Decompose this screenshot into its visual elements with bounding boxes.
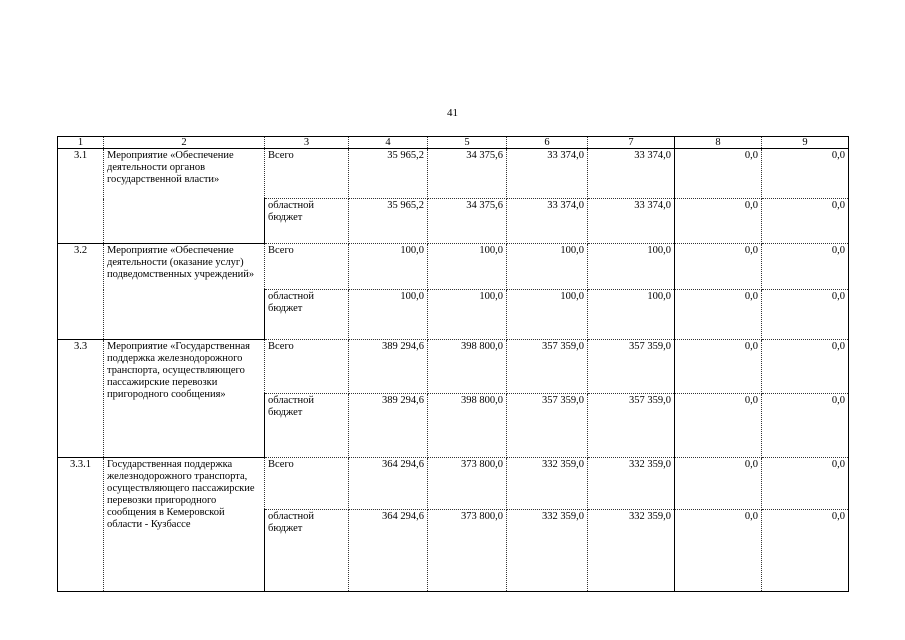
value-cell: 332 359,0 [588, 458, 675, 510]
value-cell: 0,0 [762, 244, 849, 290]
column-header: 1 [58, 137, 104, 149]
value-cell: 0,0 [675, 244, 762, 290]
value-cell: 0,0 [675, 458, 762, 510]
value-cell: 34 375,6 [428, 199, 507, 244]
table-row [58, 458, 849, 510]
column-header: 2 [104, 137, 265, 149]
value-cell: 332 359,0 [588, 510, 675, 592]
value-cell: 100,0 [507, 244, 588, 290]
value-cell: 357 359,0 [507, 394, 588, 458]
value-cell: 357 359,0 [588, 340, 675, 394]
funding-source: областной бюджет [265, 290, 349, 340]
table-row [58, 149, 849, 199]
item-code: 3.2 [58, 244, 104, 340]
value-cell: 35 965,2 [349, 199, 428, 244]
funding-source: областной бюджет [265, 394, 349, 458]
value-cell: 33 374,0 [507, 199, 588, 244]
value-cell: 373 800,0 [428, 458, 507, 510]
item-name: Мероприятие «Государственная поддержка железнодорожного транспорта, осуществляющего пассажирские перевозки пригородного сообщения» [104, 340, 265, 458]
value-cell: 398 800,0 [428, 340, 507, 394]
value-cell: 364 294,6 [349, 510, 428, 592]
item-code: 3.3.1 [58, 458, 104, 592]
value-cell: 34 375,6 [428, 149, 507, 199]
value-cell: 398 800,0 [428, 394, 507, 458]
value-cell: 332 359,0 [507, 510, 588, 592]
column-header: 9 [762, 137, 849, 149]
value-cell: 0,0 [675, 394, 762, 458]
value-cell: 0,0 [675, 510, 762, 592]
column-header: 4 [349, 137, 428, 149]
value-cell: 0,0 [762, 458, 849, 510]
item-name: Государственная поддержка железнодорожного транспорта, осуществляющего пассажирские перевозки пригородного сообщения в Кемеровской области - Кузбассе [104, 458, 265, 592]
value-cell: 100,0 [428, 244, 507, 290]
value-cell: 0,0 [762, 340, 849, 394]
value-cell: 0,0 [675, 290, 762, 340]
funding-source: областной бюджет [265, 199, 349, 244]
value-cell: 100,0 [428, 290, 507, 340]
value-cell: 332 359,0 [507, 458, 588, 510]
value-cell: 0,0 [675, 340, 762, 394]
value-cell: 35 965,2 [349, 149, 428, 199]
funding-source: Всего [265, 149, 349, 199]
item-code: 3.1 [58, 149, 104, 244]
budget-table [57, 136, 849, 592]
value-cell: 100,0 [588, 290, 675, 340]
value-cell: 357 359,0 [507, 340, 588, 394]
column-header: 5 [428, 137, 507, 149]
funding-source: областной бюджет [265, 510, 349, 592]
value-cell: 0,0 [762, 290, 849, 340]
value-cell: 100,0 [349, 244, 428, 290]
value-cell: 33 374,0 [588, 149, 675, 199]
value-cell: 100,0 [507, 290, 588, 340]
value-cell: 389 294,6 [349, 340, 428, 394]
funding-source: Всего [265, 244, 349, 290]
value-cell: 389 294,6 [349, 394, 428, 458]
value-cell: 0,0 [675, 149, 762, 199]
item-name: Мероприятие «Обеспечение деятельности органов государственной власти» [104, 149, 265, 244]
funding-source: Всего [265, 458, 349, 510]
value-cell: 100,0 [349, 290, 428, 340]
value-cell: 0,0 [762, 394, 849, 458]
column-header: 7 [588, 137, 675, 149]
column-header: 8 [675, 137, 762, 149]
column-header: 6 [507, 137, 588, 149]
table-row [58, 244, 849, 290]
table-row [58, 340, 849, 394]
value-cell: 0,0 [762, 199, 849, 244]
header-row [58, 137, 849, 149]
value-cell: 357 359,0 [588, 394, 675, 458]
item-name: Мероприятие «Обеспечение деятельности (оказание услуг) подведомственных учреждений» [104, 244, 265, 340]
item-code: 3.3 [58, 340, 104, 458]
value-cell: 0,0 [675, 199, 762, 244]
value-cell: 100,0 [588, 244, 675, 290]
value-cell: 0,0 [762, 149, 849, 199]
column-header: 3 [265, 137, 349, 149]
page-number: 41 [447, 107, 458, 119]
value-cell: 364 294,6 [349, 458, 428, 510]
value-cell: 33 374,0 [507, 149, 588, 199]
value-cell: 373 800,0 [428, 510, 507, 592]
value-cell: 0,0 [762, 510, 849, 592]
value-cell: 33 374,0 [588, 199, 675, 244]
funding-source: Всего [265, 340, 349, 394]
